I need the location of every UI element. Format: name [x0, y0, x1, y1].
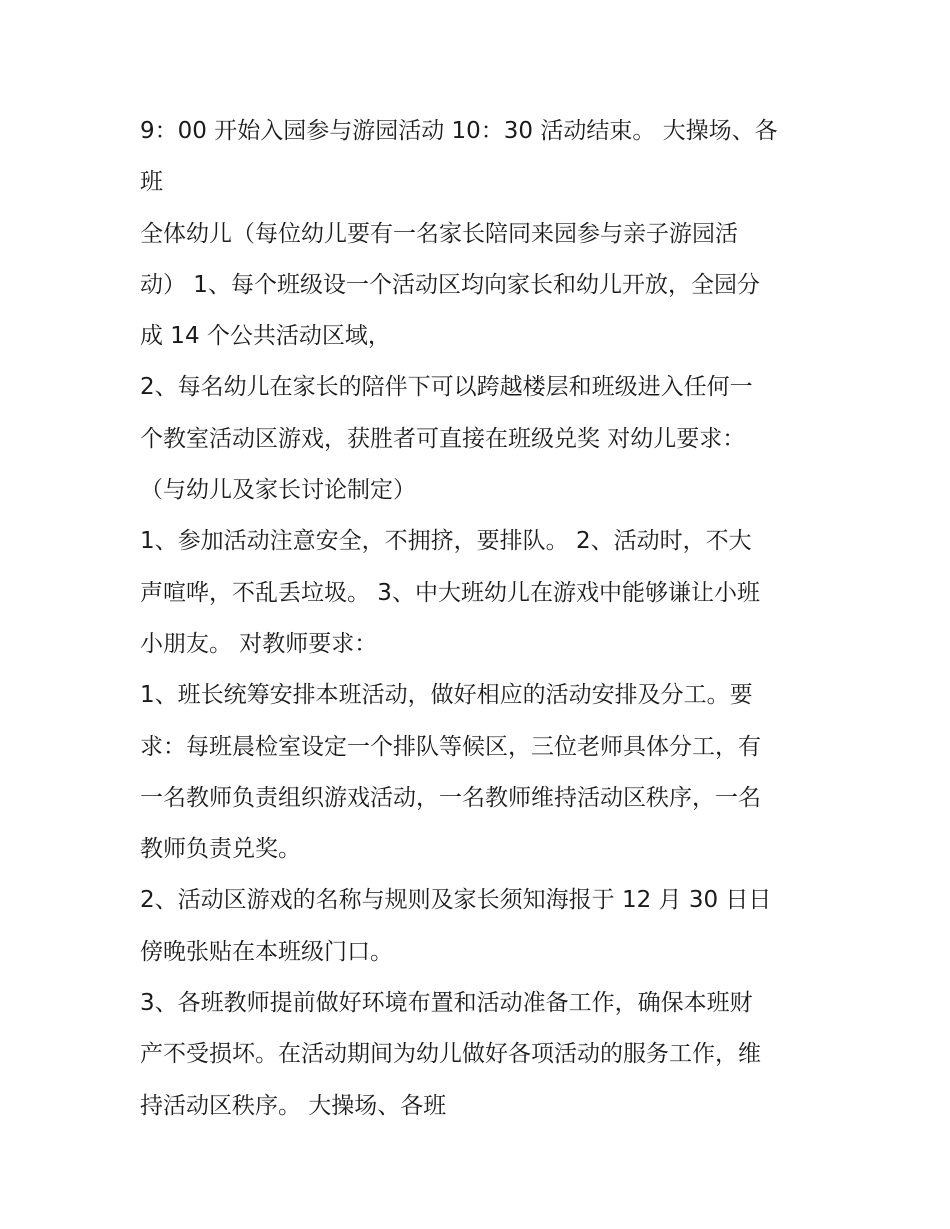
document-body [140, 106, 820, 1132]
text-line-15: 教师负责兑奖。 [140, 836, 301, 863]
text-line-3: 全体幼儿（每位幼儿要有一名家长陪同来园参与亲子游园活 [140, 220, 738, 247]
text-line-14: 一名教师负责组织游戏活动，一名教师维持活动区秩序，一名 [140, 784, 761, 811]
text-line-11: 小朋友。 对教师要求： [140, 630, 378, 657]
text-line-8: （与幼儿及家长讨论制定） [140, 477, 416, 504]
text-line-18: 3、各班教师提前做好环境布置和活动准备工作，确保本班财 [140, 990, 753, 1017]
text-line-7: 个教室活动区游戏，获胜者可直接在班级兑奖 对幼儿要求： [140, 425, 746, 452]
text-line-13: 求：每班晨检室设定一个排队等候区，三位老师具体分工，有 [140, 733, 761, 760]
text-line-9: 1、参加活动注意安全，不拥挤，要排队。 2、活动时，不大 [140, 528, 752, 555]
text-line-6: 2、每名幼儿在家长的陪伴下可以跨越楼层和班级进入任何一 [140, 374, 753, 401]
text-line-12: 1、班长统筹安排本班活动，做好相应的活动安排及分工。要 [140, 682, 753, 709]
text-line-20: 持活动区秩序。 大操场、各班 [140, 1092, 447, 1119]
text-line-2: 班 [140, 169, 163, 196]
text-line-5: 成 14 个公共活动区域， [140, 323, 391, 350]
text-line-19: 产不受损坏。在活动期间为幼儿做好各项活动的服务工作，维 [140, 1041, 761, 1068]
text-line-4: 动） 1、每个班级设一个活动区均向家长和幼儿开放，全园分 [140, 271, 760, 298]
text-line-1: 9：00 开始入园参与游园活动 10：30 活动结束。 大操场、各 [140, 118, 778, 144]
text-line-17: 傍晚张贴在本班级门口。 [140, 938, 393, 965]
text-line-10: 声喧哗，不乱丢垃圾。 3、中大班幼儿在游戏中能够谦让小班 [140, 579, 760, 606]
text-line-16: 2、活动区游戏的名称与规则及家长须知海报于 12 月 30 日日 [140, 887, 772, 914]
